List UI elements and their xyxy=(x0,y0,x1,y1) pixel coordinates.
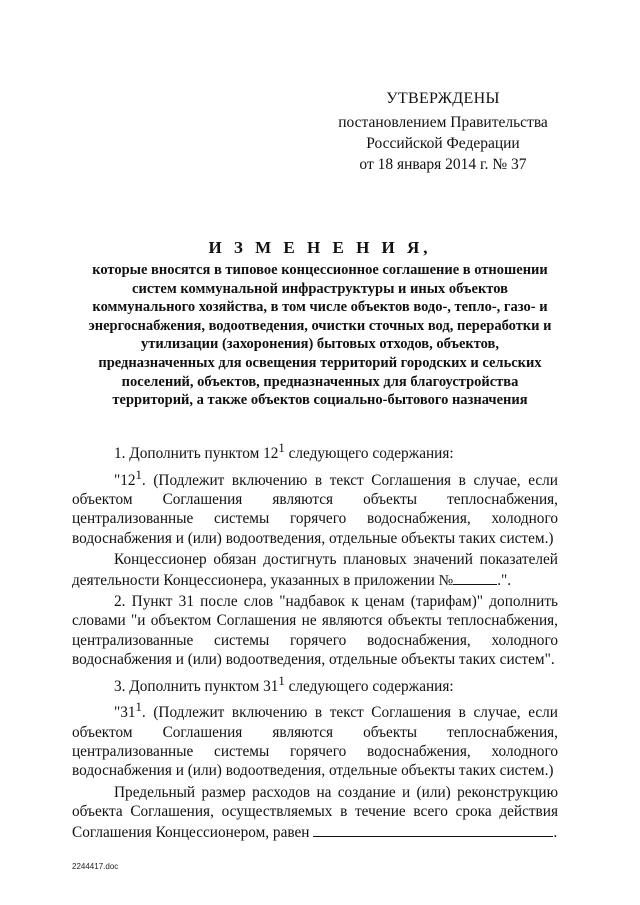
subtitle-line: коммунального хозяйства, в том числе объектов водо-, тепло-, газо- и xyxy=(92,299,548,316)
subtitle-line: энергоснабжения, водоотведения, очистки сточных вод, переработки и xyxy=(88,317,552,334)
subtitle-line: территорий, а также объектов социально-бытового назначения xyxy=(112,392,528,409)
subtitle-line: предназначенных для освещения территорий городских и сельских xyxy=(98,354,542,371)
paragraph-expense-limit: Предельный размер расходов на создание и (или) реконструкцию объекта Соглашения, осуществляемых в течение всего срока действия Соглашения Концессионером, равен . xyxy=(72,783,558,841)
approval-line-government: Российской Федерации xyxy=(366,135,520,152)
paragraph-concessionaire-obligation: Концессионер обязан достигнуть плановых значений показателей деятельности Концессионера, указанных в приложении № .". xyxy=(72,551,558,589)
title-subtitle xyxy=(72,261,568,410)
paragraph-item-3: 3. Дополнить пунктом $31^1$ следующего содержания: xyxy=(114,673,454,695)
paragraph-item-2: 2. Пункт 31 после слов "надбавок к ценам (тарифам)" дополнить словами "и объектом Соглашения не являются объекты теплоснабжения, централизованные системы горячего водоснабжения, холодного водоснабжения и (или) водоотведения, отдельные объекты таких систем". xyxy=(72,593,558,669)
approval-line-decree: постановлением Правительства xyxy=(338,114,548,131)
approval-line-date: от 18 января 2014 г. № 37 xyxy=(359,156,527,173)
blank-field-appendix-number xyxy=(453,570,497,585)
title-heading: И З М Е Н Е Н И Я, xyxy=(208,238,432,257)
subtitle-line: которые вносятся в типовое концессионное соглашение в отношении xyxy=(92,262,548,278)
paragraph-clause-31-1: "$31^1$. (Подлежит включению в текст Соглашения в случае, если объектом Соглашения являются объекты теплоснабжения, централизованные системы горячего водоснабжения, холодного водоснабжения и (или) водоотведения, отдельные объекты таких систем.) xyxy=(72,700,558,780)
paragraph-clause-12-1: "$12^1$. (Подлежит включению в текст Соглашения в случае, если объектом Соглашения являются объекты теплоснабжения, централизованные системы горячего водоснабжения, холодного водоснабжения и (или) водоотведения, отдельные объекты таких систем.) xyxy=(72,467,558,547)
subtitle-line: утилизации (захоронения) бытовых отходов, объектов, xyxy=(140,336,500,353)
approval-heading: УТВЕРЖДЕНЫ xyxy=(386,90,500,107)
subtitle-line: систем коммунальной инфраструктуры и иных объектов xyxy=(132,280,508,297)
document-title xyxy=(72,236,568,410)
document-body xyxy=(72,439,558,842)
approval-block xyxy=(338,88,548,175)
paragraph-item-1: 1. Дополнить пунктом $12^1$ следующего содержания: xyxy=(114,441,454,463)
file-name-footer: 2244417.doc xyxy=(72,862,119,871)
blank-field-amount xyxy=(313,822,553,837)
subtitle-line: поселений, объектов, предназначенных для благоустройства xyxy=(121,373,519,390)
